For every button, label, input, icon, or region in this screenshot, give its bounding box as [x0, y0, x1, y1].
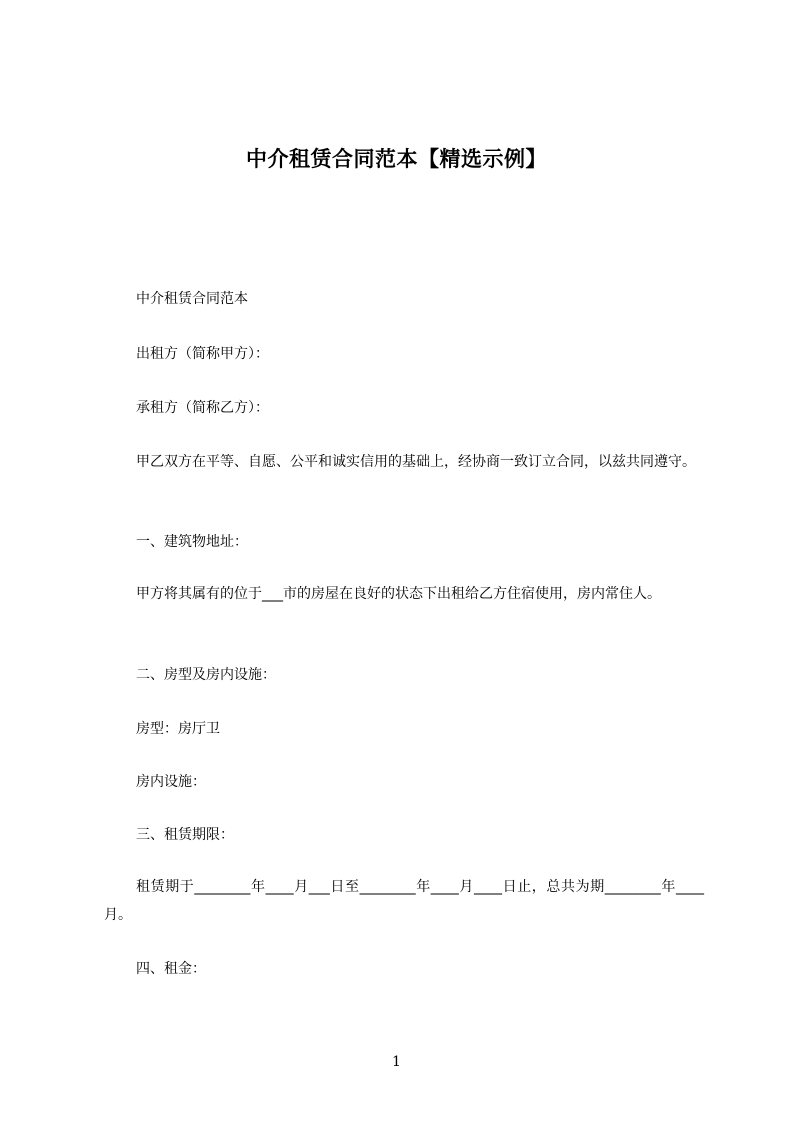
section-heading-building-address: 一、建筑物地址： — [136, 534, 248, 550]
section-heading-rent: 四、租金： — [136, 961, 206, 977]
paragraph-doc-heading: 中介租赁合同范本 — [136, 291, 248, 307]
paragraph-lessee: 承租方（简称乙方）： — [136, 400, 269, 416]
paragraph-lease-term: 租赁期于________年____月___日至________年____月____日止，总共为期________年____月。 — [104, 879, 704, 923]
section-heading-lease-term: 三、租赁期限： — [136, 827, 234, 843]
section-heading-room-type: 二、房型及房内设施： — [136, 667, 276, 683]
paragraph-room-facilities: 房内设施： — [136, 774, 206, 790]
paragraph-building-address: 甲方将其属有的位于___市的房屋在良好的状态下出租给乙方住宿使用，房内常住人。 — [136, 586, 661, 602]
page-number: 1 — [392, 1054, 401, 1070]
paragraph-lessor: 出租方（简称甲方）： — [136, 346, 269, 362]
document-title: 中介租赁合同范本【精选示例】 — [246, 147, 547, 171]
paragraph-room-type: 房型：房厅卫 — [136, 721, 220, 737]
paragraph-preamble: 甲乙双方在平等、自愿、公平和诚实信用的基础上，经协商一致订立合同，以兹共同遵守。 — [136, 454, 696, 470]
